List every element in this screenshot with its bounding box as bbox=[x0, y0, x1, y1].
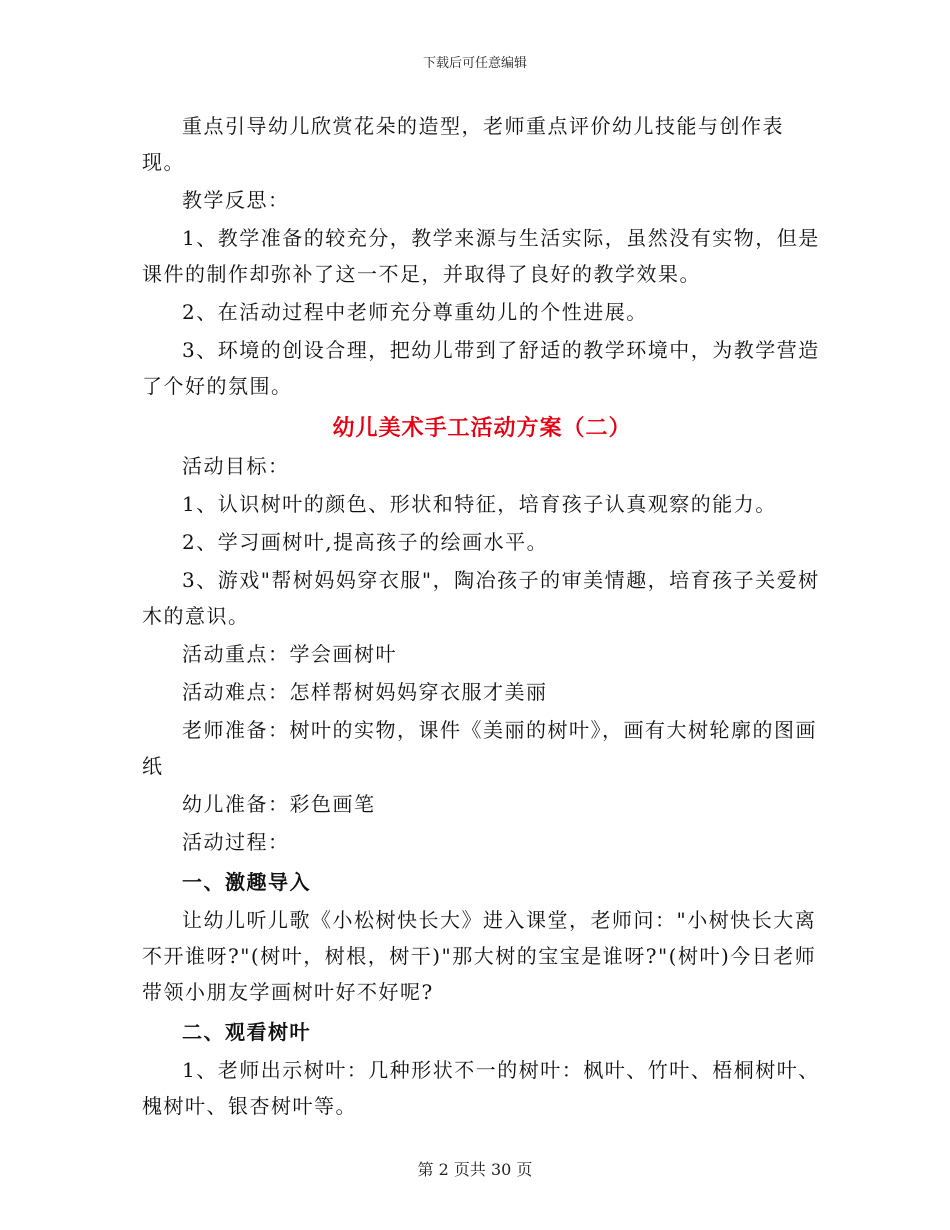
paragraph: 重点引导幼儿欣赏花朵的造型，老师重点评价幼儿技能与创作表现。 bbox=[142, 114, 784, 174]
paragraph: 3、环境的创设合理，把幼儿带到了舒适的教学环境中，为教学营造了个好的氛围。 bbox=[142, 338, 820, 398]
paragraph: 让幼儿听儿歌《小松树快长大》进入课堂，老师问："小树快长大离不开谁呀?"(树叶，树根，树干)"那大树的宝宝是谁呀?"(树叶)今日老师带领小朋友学画树叶好不好呢? bbox=[142, 908, 817, 1004]
subheading: 一、激趣导入 bbox=[182, 870, 311, 894]
paragraph: 1、教学准备的较充分，教学来源与生活实际，虽然没有实物，但是课件的制作却弥补了这一不足，并取得了良好的教学效果。 bbox=[142, 226, 820, 286]
page-footer: 第 2 页共 30 页 bbox=[417, 1160, 533, 1179]
paragraph: 老师准备：树叶的实物，课件《美丽的树叶》，画有大树轮廓的图画纸 bbox=[142, 718, 817, 778]
paragraph: 2、在活动过程中老师充分尊重幼儿的个性进展。 bbox=[182, 300, 648, 324]
paragraph: 活动难点：怎样帮树妈妈穿衣服才美丽 bbox=[182, 680, 548, 704]
document-body bbox=[142, 108, 822, 1124]
paragraph: 1、老师出示树叶：几种形状不一的树叶：枫叶、竹叶、梧桐树叶、槐树叶、银杏树叶等。 bbox=[142, 1058, 820, 1118]
paragraph: 活动过程： bbox=[182, 830, 290, 854]
paragraph: 幼儿准备：彩色画笔 bbox=[182, 792, 376, 816]
paragraph: 2、学习画树叶,提高孩子的绘画水平。 bbox=[182, 530, 549, 554]
page-header: 下载后可任意编辑 bbox=[422, 56, 527, 71]
paragraph: 3、游戏"帮树妈妈穿衣服"，陶冶孩子的审美情趣，培育孩子关爱树木的意识。 bbox=[142, 568, 820, 628]
paragraph: 活动目标： bbox=[182, 454, 290, 478]
paragraph: 活动重点：学会画树叶 bbox=[182, 642, 397, 666]
paragraph: 教学反思： bbox=[182, 188, 290, 212]
paragraph: 1、认识树叶的颜色、形状和特征，培育孩子认真观察的能力。 bbox=[182, 492, 777, 516]
subheading: 二、观看树叶 bbox=[182, 1020, 311, 1044]
section-title: 幼儿美术手工活动方案（二） bbox=[332, 415, 632, 441]
